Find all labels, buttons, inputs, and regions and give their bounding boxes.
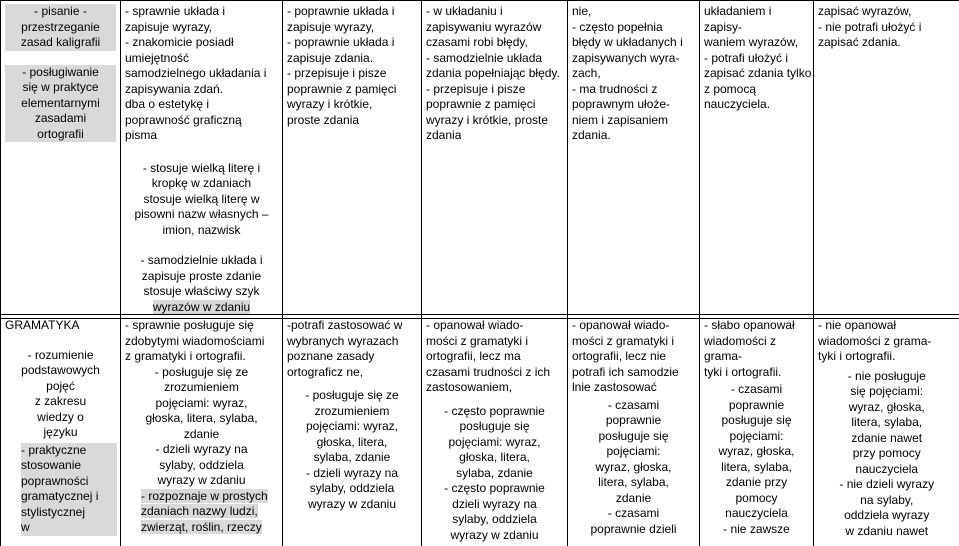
text-line: zdobytymi wiadomościami [125,334,278,350]
text-line: poprawnym ułoże- [572,97,695,113]
text-line: zapisuje zdania. [287,51,417,67]
text-line: zapisać zdania. [818,35,956,51]
text-line: wyrazy w zdaniu [426,528,563,544]
text-line: imion, nazwisk [125,223,278,239]
text-line: wyraz, głoska, [704,444,809,460]
text-line: - poprawnie układa i [287,4,417,20]
skill-cell [1,315,121,546]
grade-fail-cell [814,315,959,546]
text-line: stylistycznej [21,505,117,521]
assessment-table-grammar [0,314,959,546]
text-line: podstawowych [5,363,116,379]
text-line: nie, [572,4,695,20]
text-line: poprawność graficzną [125,113,278,129]
text-line: wyrazy w zdaniu [125,473,278,489]
text-line: samodzielnego układania i [125,66,278,82]
text-line: wyraz, głoska, [572,460,695,476]
grade-sufficient-cell [568,1,700,319]
criteria-block [125,161,278,239]
text-line: zasad kaligrafii [5,35,116,51]
text-line: zdanie [125,427,278,443]
text-line: wybranych wyrazach [287,334,417,350]
grade-very-good-cell [283,315,422,546]
text-line: dzieli wyrazy na [426,497,563,513]
text-line: zasadami [5,111,116,127]
text-line: nauczyciela. [704,97,809,113]
text-line: zapisać wyrazów, [818,4,956,20]
text-line: - sprawnie układa i [125,4,278,20]
text-line: mości z gramatyki i [572,334,695,350]
text-line: potrafi ich samodzie [572,365,695,381]
text-line: zapisy- [704,20,809,36]
text-line: wyrazów w zdaniu [153,300,250,316]
text-line: przestrzeganie [5,20,116,36]
text-line: - nie opanował [818,318,956,334]
text-line: - nie dzieli wyrazy [818,477,956,493]
text-line: zrozumieniem [287,404,417,420]
text-line: nauczyciela [818,462,956,478]
text-line: poprawnie [704,398,809,414]
criteria-block [125,253,278,315]
text-line: posługuje się [572,429,695,445]
text-line: poprawnie z pamięci [287,82,417,98]
text-line: się pojęciami: [818,384,956,400]
text-line: - pisanie - [5,4,116,20]
text-line: sylaby, oddziela [426,512,563,528]
text-line: - czasami [572,506,695,522]
text-line: - stosuje wielką literę i [125,161,278,177]
text-line: - samodzielnie układa [426,51,563,67]
text-line: z gramatyki i ortografii. [125,349,278,365]
text-line: z pomocą [704,82,809,98]
text-line: elementarnymi [5,96,116,112]
skill-grammar-knowledge [5,348,116,441]
text-line: - nie posługuje [818,369,956,385]
text-line: poprawnie [572,413,695,429]
text-line: przy pomocy [818,446,956,462]
text-line: układaniem i [704,4,809,20]
text-line: mości z gramatyki i [426,334,563,350]
text-line: pojęciami: [572,444,695,460]
text-line: -potrafi zastosować w [287,318,417,334]
text-line: nauczyciela [704,506,809,522]
text-line: kropkę w zdaniach [125,176,278,192]
text-line: poprawnie z pamięci [426,97,563,113]
grade-fail-cell [814,1,959,319]
grade-excellent-cell [121,1,283,319]
text-line: zapisywanych wyra- [572,51,695,67]
skill-grammar-practice [21,443,117,536]
text-line: pojęciami: wyraz, [426,435,563,451]
text-line: - dzieli wyrazy na [287,466,417,482]
text-line: - ma trudności z [572,82,695,98]
text-line: - opanował wiado- [572,318,695,334]
text-line: ortografii, lecz ma [426,349,563,365]
text-line: z zakresu [5,394,116,410]
text-line: wyraz, głoska, [818,400,956,416]
text-line: zapisywaniu wyrazów [426,20,563,36]
text-line: - czasami [704,382,809,398]
text-line: - nie potrafi ułożyć i [818,20,956,36]
text-line: stosowanie [21,458,117,474]
text-line: zdania popełniając błędy. [426,66,563,82]
text-line: - sprawnie posługuje się [125,318,278,334]
text-line: wiedzy o [5,410,116,426]
text-line: - posługiwanie [5,65,116,81]
grade-sufficient-cell [568,315,700,546]
text-line: poprawnie dzieli [572,522,695,538]
text-line: błędy w układanych i [572,35,695,51]
text-line: posługuje się [426,419,563,435]
text-line: zastosowaniem, [426,380,563,396]
text-line: wyrazy i krótkie, proste [426,113,563,129]
text-line: czasami trudności z ich [426,365,563,381]
text-line: pojęciami: wyraz, [287,419,417,435]
text-line: oddziela wyrazy [818,508,956,524]
grade-poor-cell [700,315,814,546]
text-line: głoska, litera, [426,450,563,466]
text-line: zapisuje proste zdanie [125,269,278,285]
text-line: głoska, litera, [287,435,417,451]
text-line: ortografii [5,127,116,143]
text-line: litera, sylaba, [572,475,695,491]
text-line: - posługuje się ze [125,365,278,381]
text-line: litera, sylaba, [704,460,809,476]
text-line: wiadomości z [704,334,809,350]
text-line: zdania. [572,128,695,144]
text-line: - rozpoznaje w prostych [141,489,268,503]
text-line: - znakomicie posiadł [125,35,278,51]
text-line: ortograficz ne, [287,365,417,381]
grade-very-good-cell [283,1,422,319]
text-line: lnie zastosować [572,380,695,396]
text-line: pisma [125,128,278,144]
text-line: zdaniach nazwy ludzi, [141,504,258,518]
text-line: się w praktyce [5,80,116,96]
text-line: pojęciami: [704,429,809,445]
text-line: - często poprawnie [426,481,563,497]
text-line: - poprawnie układa i [287,35,417,51]
text-line: zdanie [572,491,695,507]
text-line: pomocy [704,491,809,507]
text-line: wyrazy w zdaniu [287,497,417,513]
text-line: litera, sylaba, [818,415,956,431]
text-line: poznane zasady [287,349,417,365]
text-line: - przepisuje i pisze [426,82,563,98]
text-line: sylaba, zdanie [287,450,417,466]
text-line: - potrafi ułożyć i [704,51,809,67]
text-line: zdanie przy [704,475,809,491]
text-line: wiadomości z grama- [818,334,956,350]
text-line: - samodzielnie układa i [125,253,278,269]
text-line: pojęć [5,379,116,395]
highlighted-criteria [141,489,278,536]
text-line: - słabo opanował [704,318,809,334]
criteria-block [125,4,278,144]
text-line: proste zdania [287,113,417,129]
text-line: umiejętność [125,51,278,67]
text-line: - przepisuje i pisze [287,66,417,82]
text-line: w [21,520,117,536]
text-line: zapisywania zdań. [125,82,278,98]
text-line: - często poprawnie [426,404,563,420]
skill-writing [5,4,116,51]
text-line: sylaby, oddziela [287,481,417,497]
text-line: zach, [572,66,695,82]
text-line: na sylaby, [818,493,956,509]
text-line: tyki i ortografii. [818,349,956,365]
text-line: - czasami [572,398,695,414]
text-line: - nie zawsze [704,522,809,538]
text-line: w zdaniu nawet [818,524,956,540]
text-line: sylaba, zdanie [426,466,563,482]
grade-good-cell [422,1,568,319]
text-line: poprawności [21,474,117,490]
text-line: języku [5,425,116,441]
text-line: zdania [426,128,563,144]
text-line: - posługuje się ze [287,388,417,404]
text-line: zrozumieniem [125,380,278,396]
text-line: wyrazy i krótkie, [287,97,417,113]
text-line: - często popełnia [572,20,695,36]
text-line: stosuje właściwy szyk [125,284,278,300]
text-line: zwierząt, roślin, rzeczy [141,520,262,534]
text-line: - dzieli wyrazy na [125,442,278,458]
text-line: grama- [704,349,809,365]
skill-orthography [5,65,116,143]
text-line: dba o estetykę i [125,97,278,113]
text-line: głoska, litera, sylaba, [125,411,278,427]
text-line: posługuje się [704,413,809,429]
text-line: zdanie nawet [818,431,956,447]
text-line: niem i zapisaniem [572,113,695,129]
text-line: - opanował wiado- [426,318,563,334]
text-line: pojęciami: wyraz, [125,396,278,412]
text-line: ortografii, lecz nie [572,349,695,365]
text-line: - w układaniu i [426,4,563,20]
skill-cell [1,1,121,319]
text-line: zapisuje wyrazy, [125,20,278,36]
text-line: - praktyczne [21,443,117,459]
text-line: czasami robi błędy, [426,35,563,51]
text-line: zapisać zdania tylko [704,66,809,82]
text-line: - rozumienie [5,348,116,364]
text-line: zapisuje wyrazy, [287,20,417,36]
text-line: waniem wyrazów, [704,35,809,51]
text-line: stosuje wielką literę w [125,192,278,208]
text-line: sylaby, oddziela [125,458,278,474]
text-line: pisowni nazw własnych – [125,207,278,223]
grade-excellent-cell [121,315,283,546]
section-title: GRAMATYKA [5,318,116,334]
text-line: gramatycznej i [21,489,117,505]
text-line: tyki i ortografii. [704,365,809,381]
grade-poor-cell [700,1,814,319]
grade-good-cell [422,315,568,546]
